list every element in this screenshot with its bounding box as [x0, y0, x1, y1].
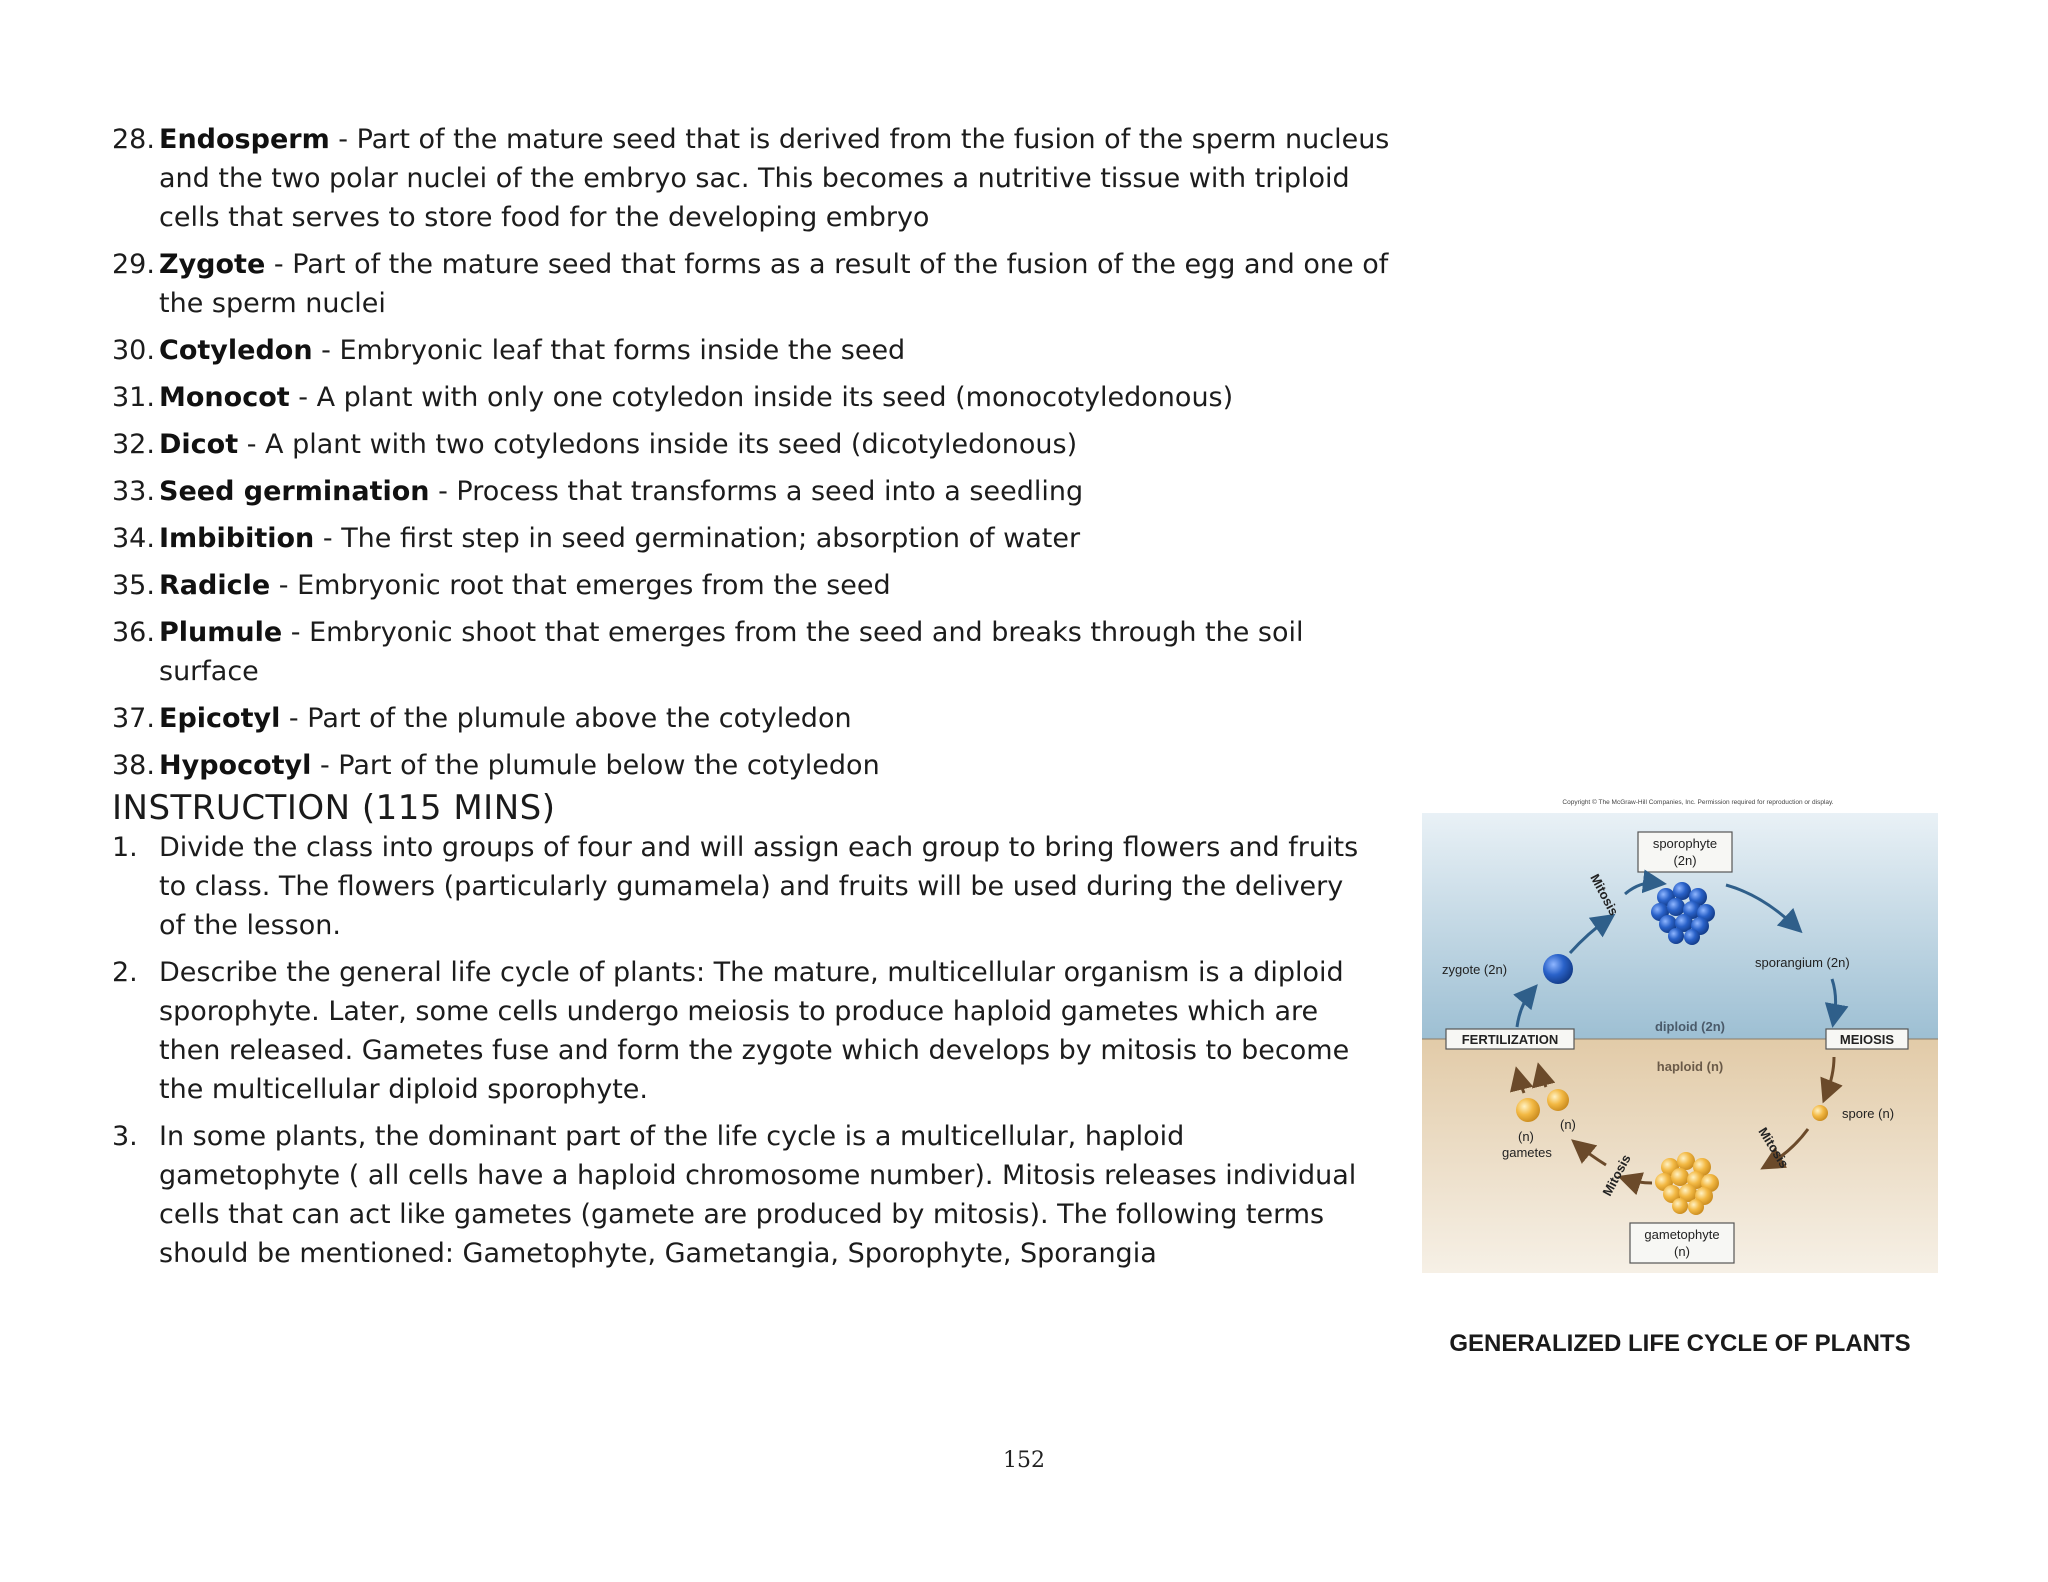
step-number: 1. — [112, 832, 138, 863]
gamete-cell — [1516, 1098, 1540, 1122]
step-text: In some plants, the dominant part of the life cycle is a multicellular, haploid gametophyte ( all cells have a haploid chromosome number). Mitosis releases individual cells that can act like gametes (gamete are produced by mitosis). The following terms should be mentioned: Gametophyte, Gametangia, Sporophyte, Sporangia — [159, 1121, 1357, 1269]
life-cycle-figure — [1420, 795, 1940, 1285]
glossary-term: Dicot — [159, 429, 239, 460]
item-number: 32. — [112, 429, 155, 460]
item-number: 34. — [112, 523, 155, 554]
zygote-cell — [1543, 954, 1573, 984]
instruction-step — [112, 828, 1372, 945]
item-number: 38. — [112, 750, 155, 781]
glossary-item — [112, 378, 1392, 417]
glossary-definition: - Embryonic shoot that emerges from the seed and breaks through the soil surface — [159, 617, 1304, 687]
glossary-definition: - Part of the plumule below the cotyledon — [311, 750, 880, 781]
step-number: 2. — [112, 957, 138, 988]
gamete-ploidy-label: (n) — [1560, 1117, 1576, 1132]
glossary-definition: - The first step in seed germination; absorption of water — [314, 523, 1081, 554]
glossary-definition: - A plant with only one cotyledon inside its seed (monocotyledonous) — [289, 382, 1234, 413]
item-number: 28. — [112, 124, 155, 155]
item-number: 29. — [112, 249, 155, 280]
glossary-item — [112, 472, 1392, 511]
zygote-label: zygote (2n) — [1442, 962, 1508, 977]
sporophyte-ploidy: (2n) — [1673, 853, 1697, 868]
gametophyte-ploidy: (n) — [1674, 1244, 1690, 1259]
glossary-definition: - Part of the mature seed that forms as a result of the fusion of the egg and one of the sperm nuclei — [159, 249, 1389, 319]
glossary-item — [112, 613, 1392, 691]
diploid-label: diploid (2n) — [1654, 1019, 1726, 1034]
instruction-steps — [112, 828, 1372, 1281]
fertilization-label: FERTILIZATION — [1461, 1032, 1559, 1047]
glossary-item — [112, 519, 1392, 558]
item-number: 37. — [112, 703, 155, 734]
glossary-definition: - A plant with two cotyledons inside its seed (dicotyledonous) — [238, 429, 1078, 460]
mitosis-right-label: Mitosis — [1755, 1124, 1792, 1171]
gamete-cell — [1547, 1089, 1569, 1111]
step-number: 3. — [112, 1121, 138, 1152]
glossary-item — [112, 566, 1392, 605]
copyright-text: Copyright © The McGraw-Hill Companies, Inc. Permission required for reproduction or display. — [1562, 799, 1834, 806]
glossary-definition: - Embryonic leaf that forms inside the seed — [312, 335, 906, 366]
glossary-term: Plumule — [159, 617, 283, 648]
mitosis-left-label: Mitosis — [1599, 1151, 1634, 1199]
sporophyte-label: sporophyte — [1652, 836, 1718, 851]
glossary-item — [112, 245, 1392, 323]
glossary-term: Epicotyl — [159, 703, 281, 734]
gametophyte-label: gametophyte — [1644, 1227, 1720, 1242]
step-text: Divide the class into groups of four and will assign each group to bring flowers and fruits to class. The flowers (particularly gumamela) and fruits will be used during the delivery of the lesson. — [159, 832, 1359, 941]
glossary-item — [112, 699, 1392, 738]
figure-caption: GENERALIZED LIFE CYCLE OF PLANTS — [1449, 1330, 1911, 1357]
item-number: 36. — [112, 617, 155, 648]
glossary-term: Seed germination — [159, 476, 430, 507]
glossary-definition: - Part of the plumule above the cotyledon — [280, 703, 852, 734]
item-number: 33. — [112, 476, 155, 507]
glossary-item — [112, 425, 1392, 464]
glossary-term: Cotyledon — [159, 335, 313, 366]
section-title: INSTRUCTION (115 MINS) — [112, 788, 556, 828]
glossary-term: Monocot — [159, 382, 290, 413]
mitosis-top-label: Mitosis — [1587, 871, 1622, 918]
glossary-term: Radicle — [159, 570, 271, 601]
glossary-definition: - Process that transforms a seed into a seedling — [429, 476, 1084, 507]
glossary-term: Zygote — [159, 249, 266, 280]
sporangium-label: sporangium (2n) — [1755, 955, 1850, 970]
instruction-step — [112, 1117, 1372, 1273]
glossary-term: Imbibition — [159, 523, 315, 554]
page-number: 152 — [1003, 1448, 1045, 1473]
item-number: 31. — [112, 382, 155, 413]
life-cycle-diagram — [1420, 795, 1940, 1285]
meiosis-label: MEIOSIS — [1839, 1032, 1895, 1047]
spore-label: spore (n) — [1842, 1106, 1895, 1121]
glossary-definition: - Part of the mature seed that is derived from the fusion of the sperm nucleus and the two polar nuclei of the embryo sac. This becomes a nutritive tissue with triploid cells that serves to store food for the developing embryo — [159, 124, 1390, 233]
gamete-ploidy-label: (n) — [1518, 1129, 1534, 1144]
item-number: 30. — [112, 335, 155, 366]
glossary-list — [112, 120, 1392, 793]
glossary-item — [112, 746, 1392, 785]
glossary-definition: - Embryonic root that emerges from the seed — [270, 570, 891, 601]
spore-cell — [1812, 1105, 1828, 1121]
glossary-item — [112, 120, 1392, 237]
glossary-term: Endosperm — [159, 124, 330, 155]
haploid-label: haploid (n) — [1656, 1059, 1724, 1074]
instruction-step — [112, 953, 1372, 1109]
glossary-item — [112, 331, 1392, 370]
gametes-label: gametes — [1502, 1145, 1552, 1160]
glossary-term: Hypocotyl — [159, 750, 312, 781]
step-text: Describe the general life cycle of plants: The mature, multicellular organism is a diploid sporophyte. Later, some cells undergo meiosis to produce haploid gametes which are then released. Gametes fuse and form the zygote which develops by mitosis to become the multicellular diploid sporophyte. — [159, 957, 1350, 1105]
item-number: 35. — [112, 570, 155, 601]
